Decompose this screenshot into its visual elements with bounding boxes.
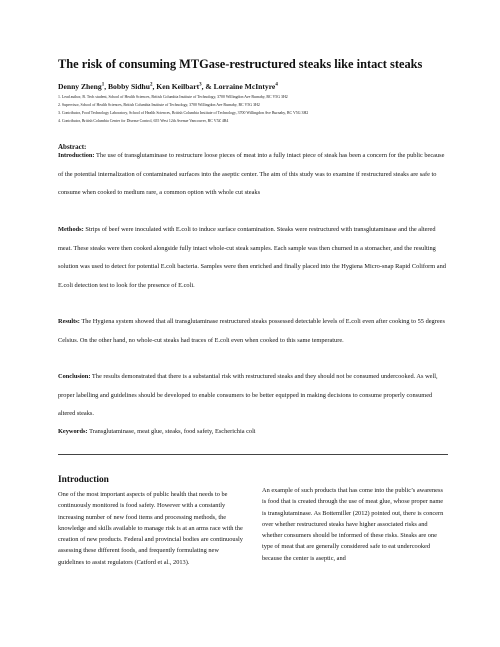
- keywords: [58, 428, 446, 435]
- paper-title: The risk of consuming MTGase-restructured steaks like intact steaks: [58, 57, 423, 71]
- section-text: Strips of beef were inoculated with E.coli to induce surface contamination. Steaks were restructured with transglutaminase and the altered meat. These steaks were then cooked alongside fully intact whole-cut steak samples. Each sample was then churned in a stomacher, and the resulting solution was used to detect for potential E.coli bacteria. Samples were then enriched and finally placed into the Hygiena Micro-snap Rapid Coliform and E.coli detection test to look for the presence of E.coli.: [58, 226, 446, 289]
- section-label: Results:: [58, 318, 80, 325]
- abstract-heading: Abstract:: [58, 143, 87, 151]
- abstract-conclusion: [58, 368, 446, 424]
- author-name: Ken Keilbart: [156, 82, 200, 91]
- author-name: Lorraine McIntyre: [213, 82, 276, 91]
- affiliation-line: 4. Contributor, British Columbia Center for Disease Control, 655 West 12th Avenue Vancouver, BC V5Z 4R4: [58, 119, 229, 123]
- abstract-methods: [58, 221, 446, 295]
- section-text: The use of transglutaminase to restructure loose pieces of meat into a fully intact piece of steak has been a concern for the public because of the potential internalization of contaminated surfaces into the aseptic center. The aim of this study was to examine if restructured steaks are safe to consume when cooked to medium rare, a common option with whole cut steaks: [58, 152, 445, 197]
- author-affil-number: 3: [199, 82, 202, 88]
- author-list: [58, 82, 458, 91]
- author-name: Denny Zheng: [58, 82, 102, 91]
- section-text: The results demonstrated that there is a substantial risk with restructured steaks and they should not be consumed undercooked. As well, proper labelling and guidelines should be developed to enable consumers to be better equipped in making decisions to consume properly consumed altered steaks.: [58, 373, 438, 418]
- author-affil-number: 2: [150, 82, 153, 88]
- affiliation-line: 3. Contributor, Food Technology Laboratory, School of Health Sciences, British Columbia Institute of Technology, 3700 Willingdon Ave Burnaby, BC V5G 3H2: [58, 111, 309, 115]
- author-name: Bobby Sidhu: [107, 82, 150, 91]
- section-label: Introduction:: [58, 152, 95, 159]
- section-text: The Hygiena system showed that all transglutaminase restructured steaks possessed detectable levels of E.coli even after cooking to 55 degrees Celsius. On the other hand, no whole-cut steaks had traces of E.coli even when cooked to this same temperature.: [58, 318, 445, 344]
- author-affil-number: 1: [101, 82, 105, 88]
- affiliation-line: 1. Lead author, B. Tech student, School of Health Sciences, British Columbia Institute of Technology, 3700 Willingdon Ave Burnaby, BC V5G 3H2: [58, 95, 288, 99]
- author-separator: , &: [201, 82, 214, 91]
- introduction-column-right: An example of such products that has come into the public’s awareness is food that is created through the use of meat glue, whose proper name is transglutaminase. As Bottemiller (2012) pointed out, there is concern over whether restructured steaks have higher associated risks and whether consumers should be informed of these risks. Steaks are one type of meat that are generally considered safe to eat undercooked because the center is aseptic, and: [262, 487, 444, 562]
- abstract-results: [58, 313, 446, 350]
- abstract-introduction: [58, 147, 446, 203]
- author-affil-number: 4: [275, 82, 278, 88]
- section-label: Methods:: [58, 226, 84, 233]
- affiliation-line: 2. Supervisor, School of Health Sciences, British Columbia Institute of Technology, 3700 Willingdon Ave Burnaby, BC V5G 3H2: [58, 103, 260, 107]
- keywords-label: Keywords:: [58, 428, 88, 435]
- keywords-text: Transglutaminase, meat glue, steaks, food safety, Escherichia coli: [89, 428, 256, 435]
- author-separator: ,: [152, 82, 157, 91]
- introduction-column-left: One of the most important aspects of public health that needs to be continuously monitored is food safety. However with a constantly increasing number of new food items and processing methods, the knowledge and skills available to manage risk is at an arms race with the creation of new products. Federal and provincial bodies are continuously assessing these different foods, and frequently formulating new guidelines to assist regulators (Catford et al., 2013).: [58, 491, 243, 566]
- section-label: Conclusion:: [58, 373, 91, 380]
- section-divider: [58, 454, 448, 455]
- introduction-heading: Introduction: [58, 475, 109, 485]
- author-separator: ,: [104, 82, 108, 91]
